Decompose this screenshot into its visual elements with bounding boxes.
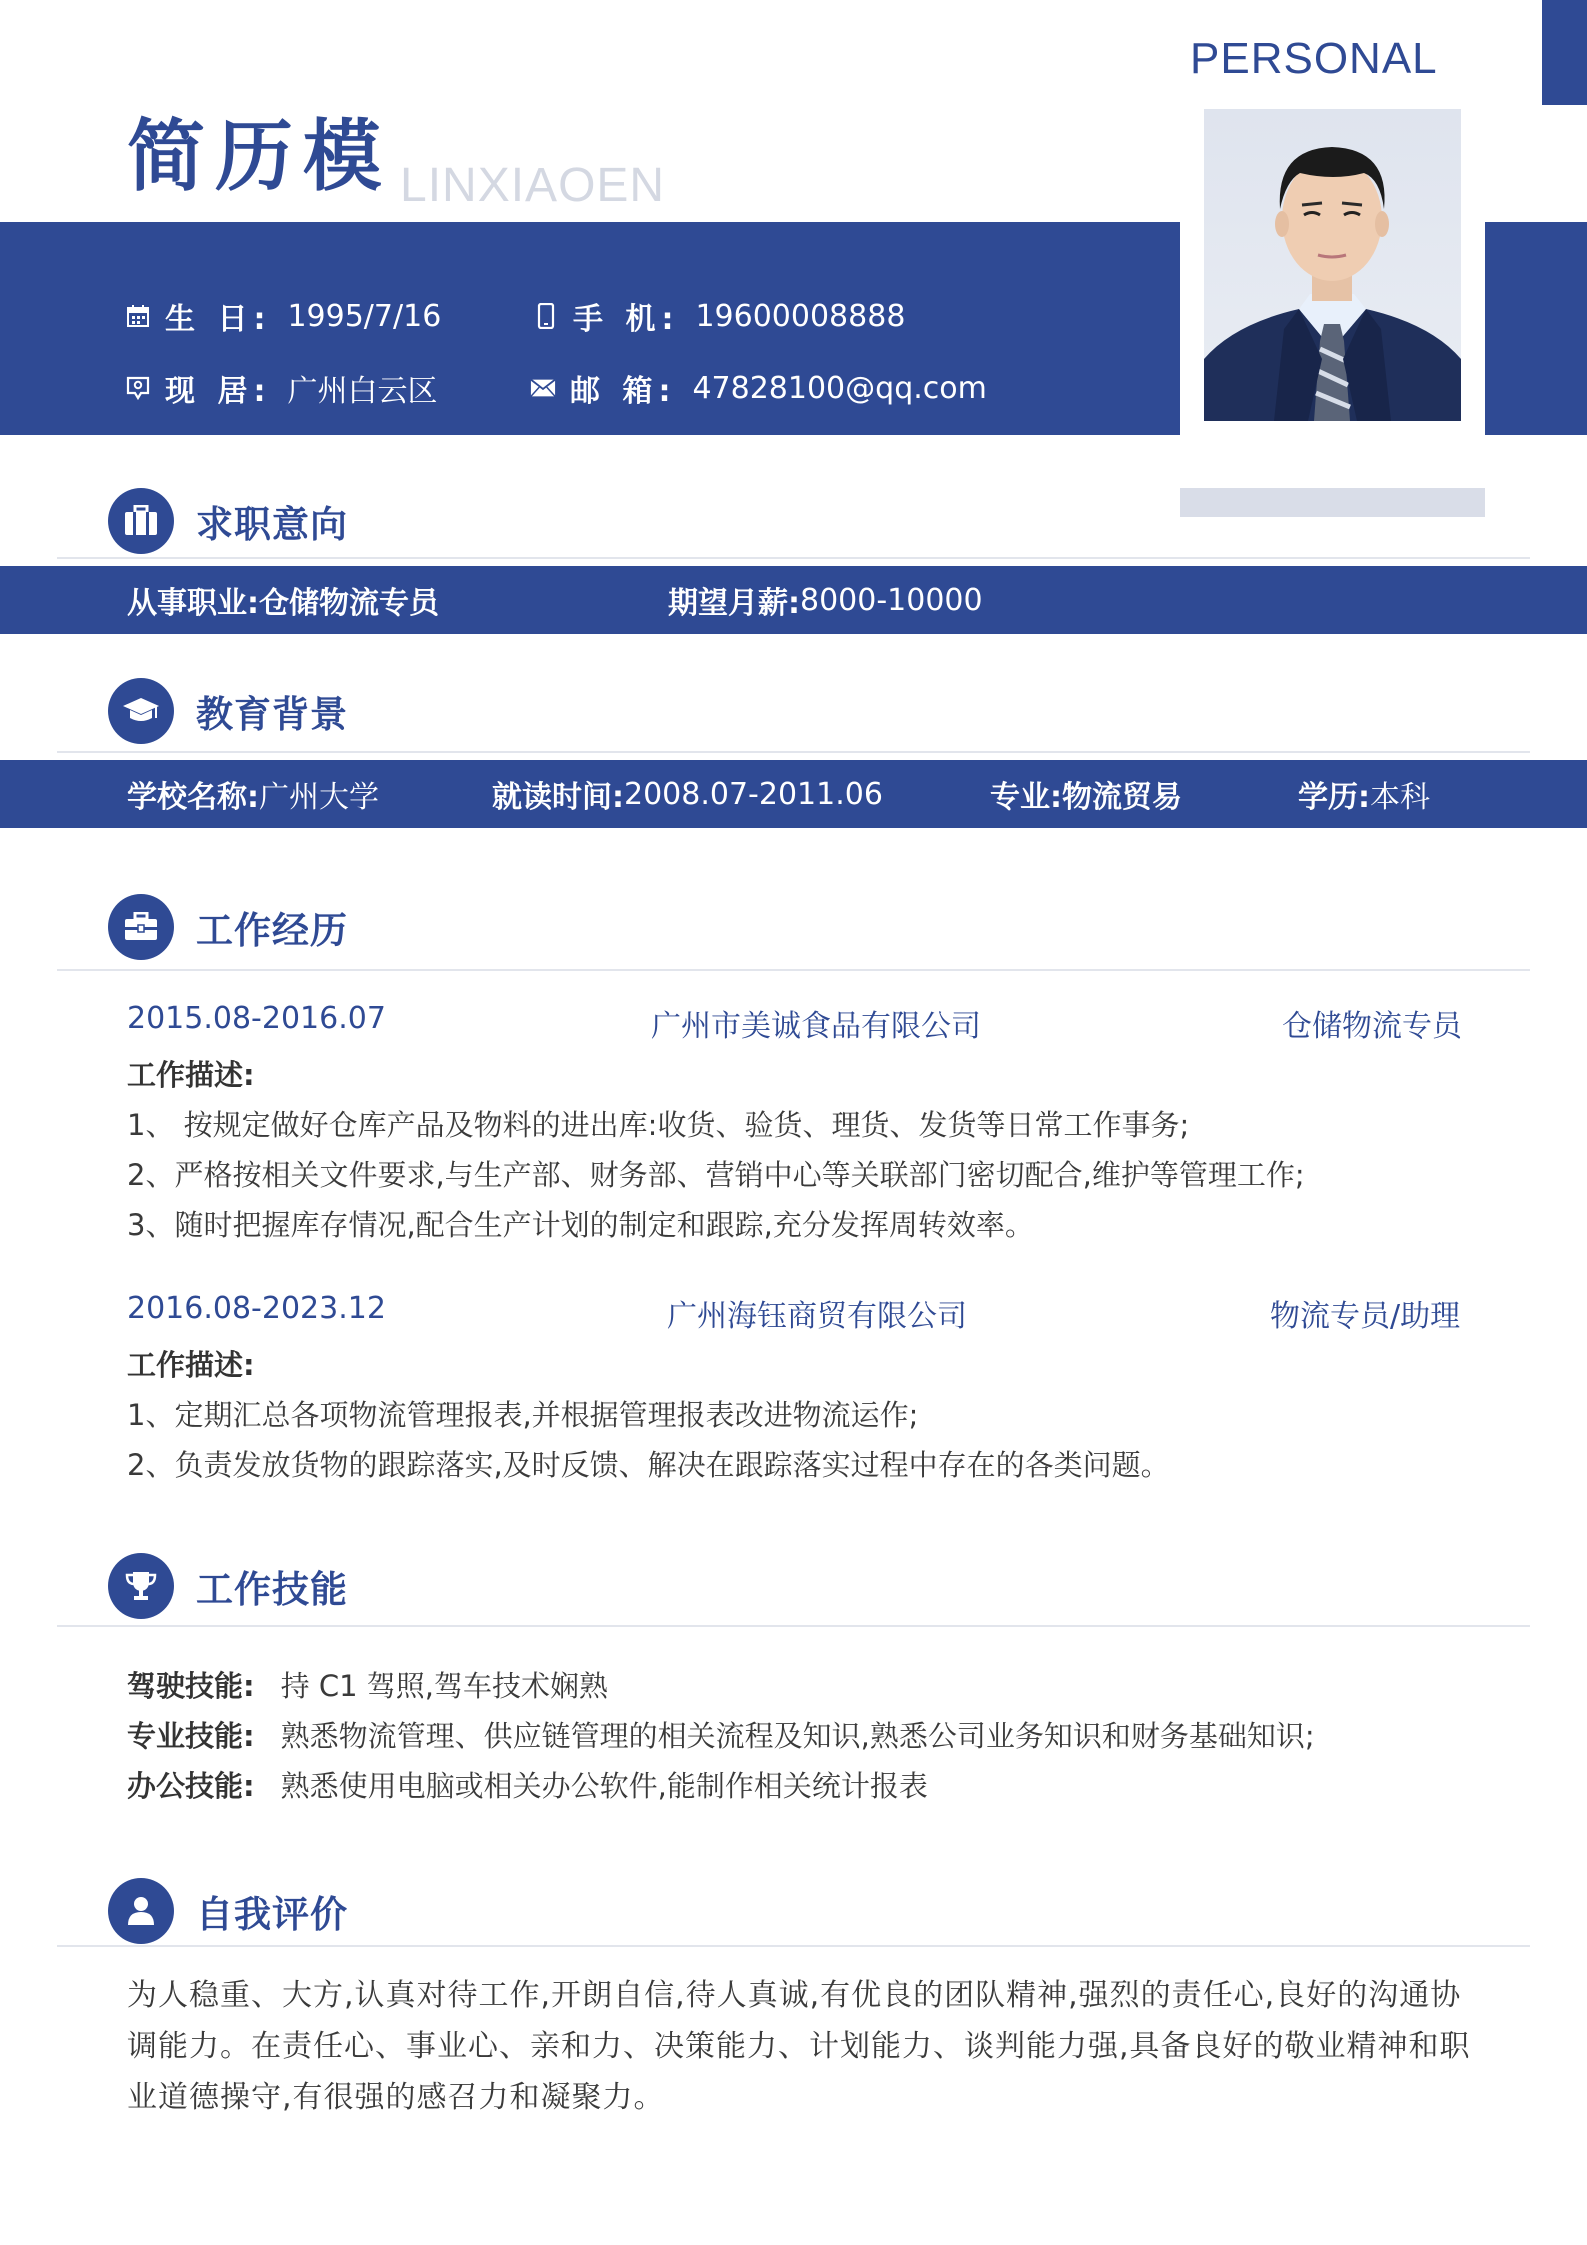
skill-item [127, 1714, 1315, 1755]
section-intent-title: 求职意向 [196, 503, 348, 546]
residence-value: 广州白云区 [287, 374, 438, 409]
skill-label: 专业技能: [127, 1719, 255, 1753]
job1-line: 1、 按规定做好仓库产品及物料的进出库:收货、验货、理货、发货等日常工作事务; [127, 1108, 1190, 1142]
section-work [108, 894, 348, 960]
section-self-title: 自我评价 [196, 1893, 348, 1936]
birthday-label: 生 日: [165, 302, 272, 337]
salary-value: 8000-10000 [800, 582, 983, 618]
job1-company: 广州市美诚食品有限公司 [651, 1009, 981, 1044]
period-value: 2008.07-2011.06 [624, 776, 883, 812]
job2-desc-label: 工作描述: [127, 1348, 255, 1382]
birthday-value: 1995/7/16 [287, 298, 442, 334]
section-divider [57, 557, 1530, 559]
salary-label: 期望月薪: [668, 586, 800, 621]
skill-label: 办公技能: [127, 1769, 255, 1803]
job-label: 从事职业: [127, 586, 259, 621]
section-education [108, 678, 348, 744]
graduation-cap-icon [108, 678, 174, 744]
email-value: 47828100@qq.com [692, 370, 987, 406]
section-divider [57, 1625, 1530, 1627]
job1-line: 3、随时把握库存情况,配合生产计划的制定和跟踪,充分发挥周转效率。 [127, 1208, 1034, 1242]
job1-period: 2015.08-2016.07 [127, 1001, 386, 1036]
page-title: 简历模 [127, 112, 392, 202]
profile-photo [1204, 109, 1461, 421]
job2-company: 广州海钰商贸有限公司 [667, 1299, 967, 1334]
location-icon [125, 375, 151, 401]
birthday-row [125, 294, 441, 338]
name-subtitle: LINXIAOEN [400, 159, 666, 212]
self-evaluation-text: 为人稳重、大方,认真对待工作,开朗自信,待人真诚,有优良的团队精神,强烈的责任心,良好的沟通协调能力。在责任心、事业心、亲和力、决策能力、计划能力、谈判能力强,具备良好的敬业精神和职业道德操守,有很强的感召力和凝聚力。 [127, 1978, 1471, 2115]
job-value: 仓储物流专员 [259, 586, 439, 621]
residence-label: 现 居: [165, 374, 272, 409]
section-skills-title: 工作技能 [196, 1568, 348, 1611]
toolbox-icon [108, 894, 174, 960]
email-label: 邮 箱: [570, 374, 677, 409]
calendar-icon [125, 303, 151, 329]
section-skills [108, 1553, 348, 1619]
section-self [108, 1878, 348, 1944]
corner-accent [1542, 0, 1587, 105]
period-label: 就读时间: [492, 780, 624, 815]
phone-label: 手 机: [573, 302, 680, 337]
skill-text: 熟悉使用电脑或相关办公软件,能制作相关统计报表 [280, 1769, 928, 1803]
job1-desc-label: 工作描述: [127, 1058, 255, 1092]
user-icon [108, 1878, 174, 1944]
job1-line: 2、严格按相关文件要求,与生产部、财务部、营销中心等关联部门密切配合,维护等管理工作; [127, 1158, 1305, 1192]
skill-text: 持 C1 驾照,驾车技术娴熟 [280, 1669, 608, 1703]
job2-position: 物流专员/助理 [1270, 1299, 1461, 1334]
intent-job [127, 566, 439, 634]
section-divider [57, 1945, 1530, 1947]
trophy-icon [108, 1553, 174, 1619]
personal-label: PERSONAL [1190, 34, 1438, 83]
skill-label: 驾驶技能: [127, 1669, 255, 1703]
email-row [530, 366, 987, 410]
major-label: 专业: [990, 780, 1062, 815]
residence-row [125, 366, 437, 410]
intent-band [0, 566, 1587, 634]
degree-label: 学历: [1298, 780, 1370, 815]
school-value: 广州大学 [259, 780, 379, 815]
job1-position: 仓储物流专员 [1282, 1009, 1462, 1044]
edu-major [990, 760, 1182, 828]
intent-salary [668, 566, 983, 634]
school-label: 学校名称: [127, 780, 259, 815]
skill-item [127, 1764, 928, 1805]
job2-line: 2、负责发放货物的跟踪落实,及时反馈、解决在跟踪落实过程中存在的各类问题。 [127, 1448, 1170, 1482]
right-accent-band [1485, 222, 1587, 435]
edu-period [492, 760, 883, 828]
edu-school [127, 760, 379, 828]
degree-value: 本科 [1370, 780, 1430, 815]
edu-degree [1298, 760, 1430, 828]
section-divider [57, 751, 1530, 753]
briefcase-icon [108, 488, 174, 554]
skill-text: 熟悉物流管理、供应链管理的相关流程及知识,熟悉公司业务知识和财务基础知识; [280, 1719, 1315, 1753]
section-divider [57, 969, 1530, 971]
info-band [0, 222, 1180, 435]
photo-underline-bar [1180, 488, 1485, 517]
section-education-title: 教育背景 [196, 693, 348, 736]
section-work-title: 工作经历 [196, 909, 348, 952]
phone-row [533, 294, 905, 338]
job2-period: 2016.08-2023.12 [127, 1291, 386, 1326]
job2-line: 1、定期汇总各项物流管理报表,并根据管理报表改进物流运作; [127, 1398, 919, 1432]
education-band [0, 760, 1587, 828]
section-intent [108, 488, 348, 554]
phone-icon [533, 303, 559, 329]
mail-icon [530, 375, 556, 401]
phone-value: 19600008888 [695, 298, 906, 334]
major-value: 物流贸易 [1062, 780, 1182, 815]
skill-item [127, 1664, 608, 1705]
